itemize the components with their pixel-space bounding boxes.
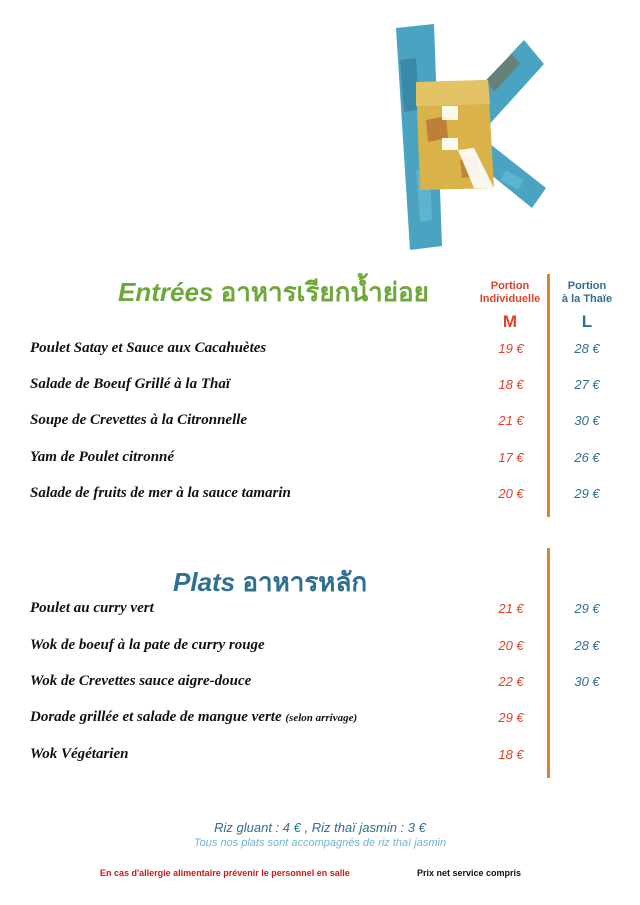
price-m: 18 €: [498, 747, 524, 762]
price-m: 29 €: [498, 710, 524, 725]
section-title-plats: [173, 562, 367, 603]
price-m: 21 €: [498, 601, 524, 616]
column-divider: [547, 274, 550, 517]
size-label-m: M: [502, 312, 518, 331]
column-header-m-line2: Individuelle: [479, 293, 541, 305]
price-m: 17 €: [498, 450, 524, 465]
allergy-warning: En cas d'allergie alimentaire prévenir le personnel en salle: [100, 868, 350, 878]
column-divider: [547, 548, 550, 778]
dish-note: (selon arrivage): [285, 712, 358, 724]
price-m: 20 €: [498, 638, 524, 653]
restaurant-logo: [386, 20, 551, 252]
net-price-note: Prix net service compris: [417, 868, 522, 878]
dish-name: Dorade grillée et salade de mangue verte: [30, 709, 282, 725]
dish-name: Salade de Boeuf Grillé à la Thaï: [30, 376, 230, 392]
rice-prices: Riz gluant : 4 € , Riz thaï jasmin : 3 €: [214, 820, 426, 835]
dish-name: Wok de boeuf à la pate de curry rouge: [30, 637, 265, 653]
price-l: 29 €: [574, 486, 600, 501]
dish-name: Poulet Satay et Sauce aux Cacahuètes: [30, 340, 267, 356]
column-header-m-line1: Portion: [490, 280, 530, 292]
column-header-l-line2: à la Thaïe: [561, 293, 613, 305]
section-title-th: อาหารหลัก: [242, 567, 368, 597]
section-title-fr: Entrées: [118, 277, 214, 307]
dish-name: Salade de fruits de mer à la sauce tamarin: [30, 485, 291, 501]
section-title-th: อาหารเรียกน้ำย่อย: [220, 277, 429, 307]
price-l: 28 €: [574, 341, 600, 356]
price-m: 18 €: [498, 377, 524, 392]
dish-name: Wok Végétarien: [30, 746, 129, 762]
section-title-fr: Plats: [173, 567, 236, 597]
price-l: 30 €: [574, 674, 600, 689]
price-m: 19 €: [498, 341, 524, 356]
dish-name: Soupe de Crevettes à la Citronnelle: [30, 412, 248, 428]
price-l: 29 €: [574, 601, 600, 616]
dish-name: Wok de Crevettes sauce aigre-douce: [30, 673, 252, 689]
served-with-note: Tous nos plats sont accompagnés de riz thaï jasmin: [193, 837, 447, 849]
column-header-m: [470, 280, 550, 306]
price-m: 20 €: [498, 486, 524, 501]
dish-name: Poulet au curry vert: [30, 600, 154, 616]
price-l: 26 €: [574, 450, 600, 465]
price-m: 22 €: [498, 674, 524, 689]
price-m: 21 €: [498, 413, 524, 428]
price-l: 30 €: [574, 413, 600, 428]
price-l: 27 €: [574, 377, 600, 392]
dish-name: Yam de Poulet citronné: [30, 449, 175, 465]
price-l: 28 €: [574, 638, 600, 653]
size-label-l: L: [581, 312, 593, 331]
dish-name-with-note: [30, 709, 357, 726]
column-header-l: [556, 280, 618, 306]
section-title-entrees: [118, 272, 429, 313]
logo-letter-plate: [416, 80, 494, 190]
column-header-l-line1: Portion: [567, 280, 607, 292]
